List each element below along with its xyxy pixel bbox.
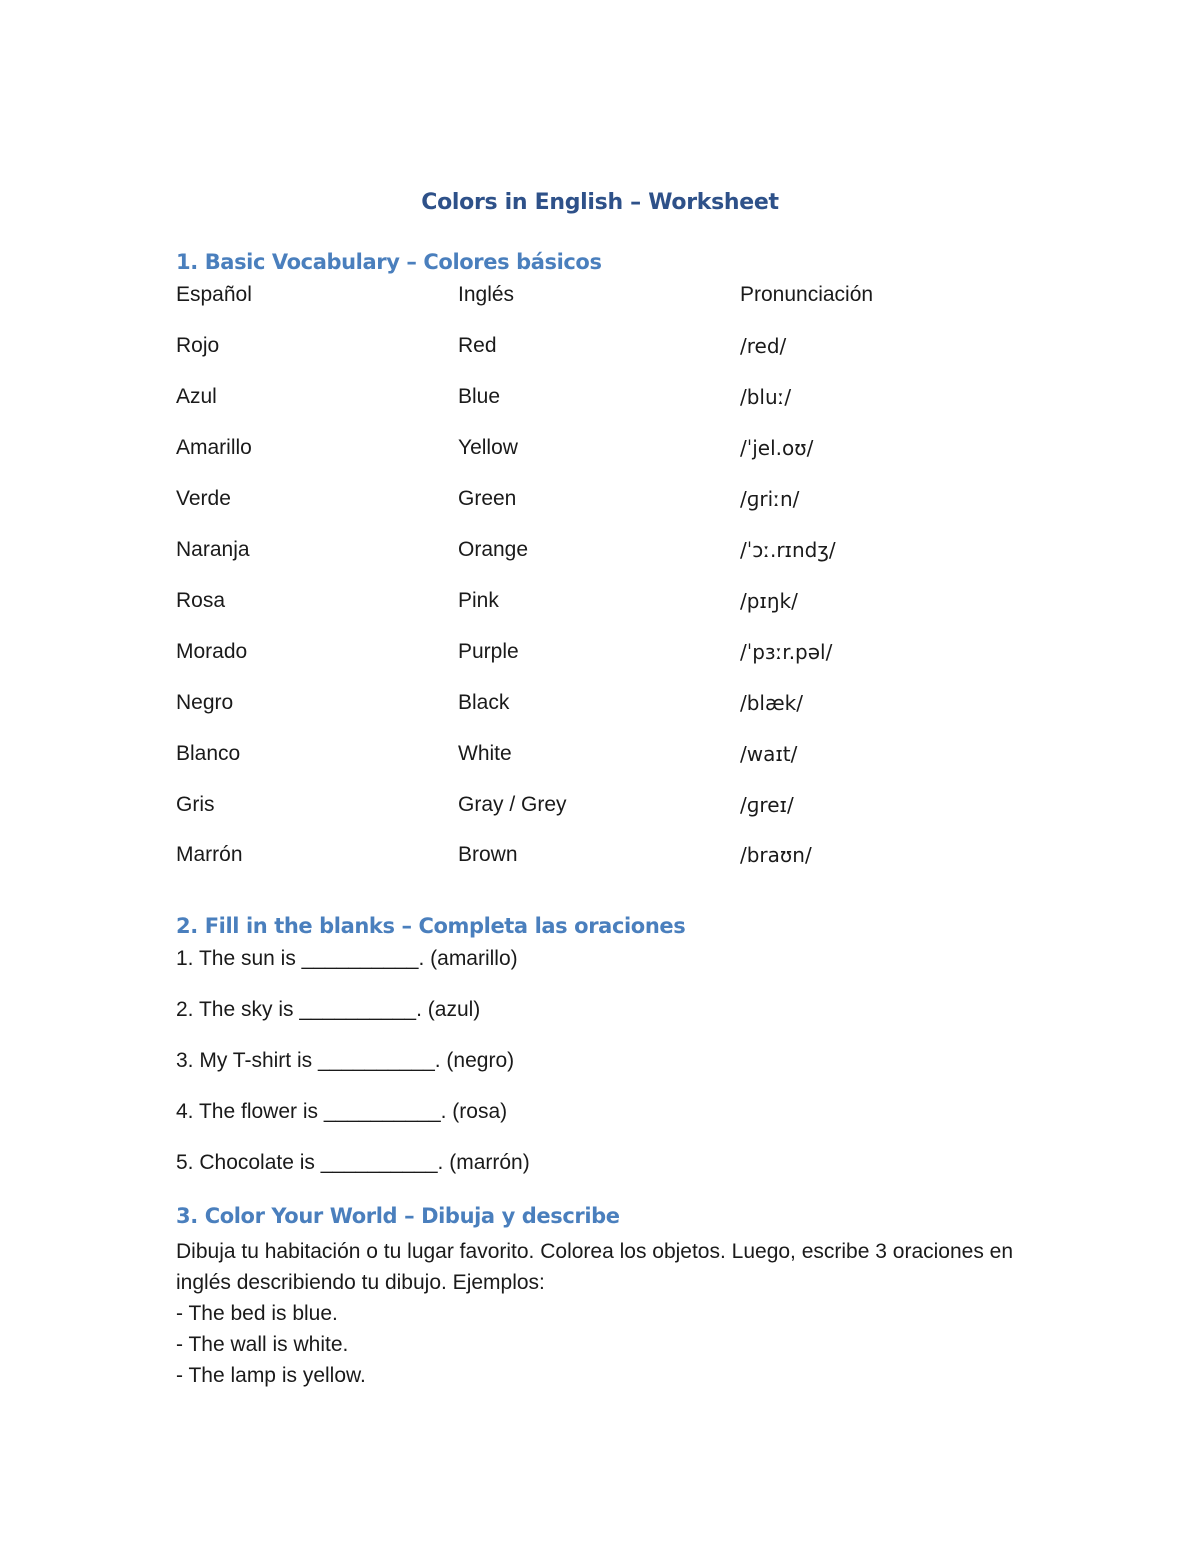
header-pronunciation: Pronunciación <box>740 283 874 306</box>
vocabulary-row <box>176 741 1016 792</box>
section1-heading: 1. Basic Vocabulary – Colores básicos <box>176 250 602 274</box>
pronunciation: /bluː/ <box>740 385 792 409</box>
english-word: Brown <box>458 843 518 866</box>
pronunciation: /ˈjel.oʊ/ <box>740 436 814 460</box>
english-word: Gray / Grey <box>458 793 567 816</box>
spanish-word: Rosa <box>176 589 226 612</box>
fill-in-item: 4. The flower is __________. (rosa) <box>176 1100 508 1123</box>
fill-in-item: 3. My T-shirt is __________. (negro) <box>176 1049 515 1072</box>
spanish-word: Amarillo <box>176 436 252 459</box>
header-spanish: Español <box>176 283 252 306</box>
fill-in-blanks-list <box>176 946 530 1201</box>
english-word: Purple <box>458 640 519 663</box>
example-sentence: - The lamp is yellow. <box>176 1364 366 1387</box>
vocabulary-row <box>176 588 1016 639</box>
pronunciation: /braʊn/ <box>740 843 812 867</box>
pronunciation: /pɪŋk/ <box>740 589 798 613</box>
header-english: Inglés <box>458 283 515 306</box>
english-word: White <box>458 742 512 765</box>
spanish-word: Azul <box>176 385 217 408</box>
english-word: Black <box>458 691 510 714</box>
pronunciation: /ɡriːn/ <box>740 487 800 511</box>
english-word: Red <box>458 334 497 357</box>
english-word: Green <box>458 487 517 510</box>
vocabulary-header-row <box>176 282 1016 333</box>
example-sentence: - The wall is white. <box>176 1333 349 1356</box>
page-title: Colors in English – Worksheet <box>421 190 779 215</box>
example-sentences <box>176 1298 366 1391</box>
example-sentence: - The bed is blue. <box>176 1302 338 1325</box>
spanish-word: Negro <box>176 691 234 714</box>
pronunciation: /ˈpɜːr.pəl/ <box>740 640 833 664</box>
vocabulary-row <box>176 486 1016 537</box>
spanish-word: Morado <box>176 640 248 663</box>
vocabulary-row <box>176 384 1016 435</box>
spanish-word: Gris <box>176 793 215 816</box>
vocabulary-row <box>176 842 1016 893</box>
pronunciation: /ɡreɪ/ <box>740 793 794 817</box>
instructions-text: Dibuja tu habitación o tu lugar favorito. Colorea los objetos. Luego, escribe 3 oraciones en inglés describiendo tu dibujo. Ejemplos: <box>176 1240 1014 1294</box>
fill-in-item: 5. Chocolate is __________. (marrón) <box>176 1151 530 1174</box>
vocabulary-table <box>176 282 1016 893</box>
pronunciation: /blæk/ <box>740 691 803 715</box>
vocabulary-row <box>176 639 1016 690</box>
fill-in-item: 2. The sky is __________. (azul) <box>176 998 481 1021</box>
vocabulary-row <box>176 690 1016 741</box>
english-word: Pink <box>458 589 499 612</box>
fill-in-item: 1. The sun is __________. (amarillo) <box>176 947 518 970</box>
english-word: Blue <box>458 385 501 408</box>
spanish-word: Marrón <box>176 843 243 866</box>
spanish-word: Rojo <box>176 334 220 357</box>
english-word: Yellow <box>458 436 518 459</box>
section3-heading: 3. Color Your World – Dibuja y describe <box>176 1204 620 1228</box>
vocabulary-row <box>176 333 1016 384</box>
spanish-word: Verde <box>176 487 231 510</box>
vocabulary-row <box>176 792 1016 842</box>
vocabulary-row <box>176 537 1016 588</box>
section3-instructions <box>176 1236 1036 1298</box>
english-word: Orange <box>458 538 529 561</box>
pronunciation: /red/ <box>740 334 787 358</box>
vocabulary-row <box>176 435 1016 486</box>
spanish-word: Blanco <box>176 742 241 765</box>
section2-heading: 2. Fill in the blanks – Completa las oraciones <box>176 914 686 938</box>
pronunciation: /waɪt/ <box>740 742 798 766</box>
spanish-word: Naranja <box>176 538 250 561</box>
pronunciation: /ˈɔː.rɪndʒ/ <box>740 538 836 562</box>
